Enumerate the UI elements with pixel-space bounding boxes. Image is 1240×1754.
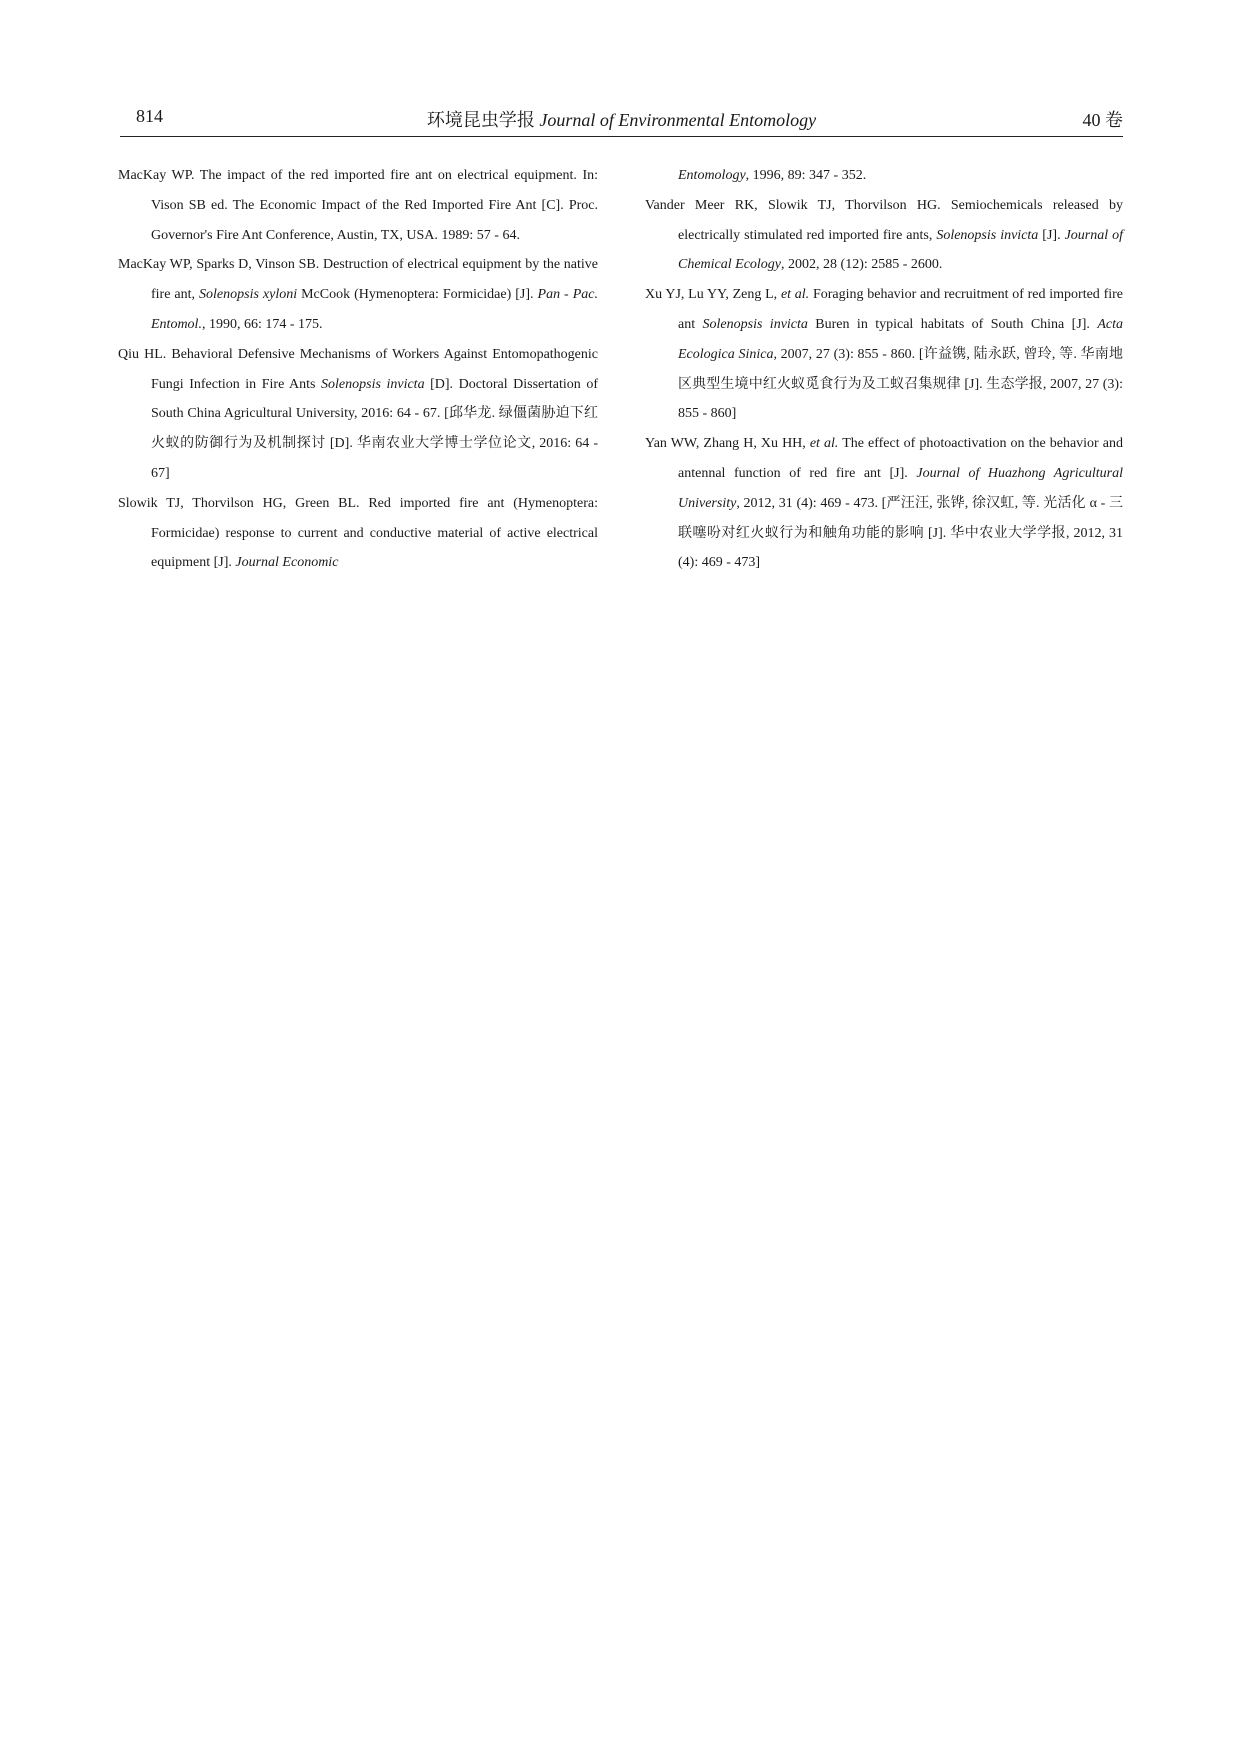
- reference-entry: [645, 429, 1123, 578]
- reference-text: Buren in typical habitats of South China [J].: [807, 316, 1098, 332]
- reference-text: [D]. Doctoral Dissertation of South China Agricultural University, 2016: 64 - 67. [邱华龙. 绿僵菌胁迫下红火蚁的防御行为及机制探讨 [D]. 华南农业大学博士学位论文, 2016: 64 - 67]: [151, 376, 598, 481]
- references-right-column: [645, 161, 1123, 578]
- reference-text: [J].: [1038, 227, 1065, 243]
- reference-italic: Solenopsis xyloni: [199, 287, 298, 303]
- reference-entry: [645, 280, 1123, 429]
- running-header: [120, 104, 1123, 137]
- reference-text: Xu YJ, Lu YY, Zeng L,: [645, 287, 781, 303]
- reference-italic: Solenopsis invicta: [321, 376, 425, 392]
- reference-text: MacKay WP, Sparks D, Vinson SB. Destruction of electrical equipment by the native fire ant,: [118, 257, 598, 303]
- reference-text: , 2002, 28 (12): 2585 - 2600.: [781, 257, 943, 273]
- reference-text: , 2012, 31 (4): 469 - 473. [严汪汪, 张铧, 徐汉虹, 等. 光活化 α - 三联噻吩对红火蚁行为和触角功能的影响 [J]. 华中农业大学学报, 2012, 31 (4): 469 - 473]: [678, 495, 1123, 571]
- reference-italic: Journal of Chemical Ecology: [678, 227, 1123, 273]
- reference-text: , 2007, 27 (3): 855 - 860. [许益镌, 陆永跃, 曾玲, 等. 华南地区典型生境中红火蚁觅食行为及工蚁召集规律 [J]. 生态学报, 2007, 27 (3): 855 - 860]: [678, 346, 1123, 422]
- page-number: 814: [136, 106, 163, 126]
- volume-label: 40 卷: [1082, 110, 1123, 130]
- reference-text: Vander Meer RK, Slowik TJ, Thorvilson HG. Semiochemicals released by electrically stimulated red imported fire ants,: [645, 197, 1123, 243]
- reference-continuation: [645, 161, 1123, 191]
- reference-italic: Entomology: [678, 168, 746, 183]
- references-left-column: [118, 161, 598, 578]
- reference-italic: Pan - Pac. Entomol.: [151, 287, 598, 332]
- reference-entry: [118, 161, 598, 250]
- journal-title-en: Journal of Environmental Entomology: [539, 110, 817, 130]
- reference-italic: Solenopsis invicta: [702, 316, 808, 332]
- reference-entry: [118, 250, 598, 339]
- reference-italic: Journal Economic: [235, 555, 339, 571]
- reference-entry: [645, 191, 1123, 280]
- reference-italic: et al.: [809, 436, 839, 452]
- reference-text: , 1990, 66: 174 - 175.: [201, 316, 323, 332]
- reference-italic: Acta Ecologica Sinica: [678, 316, 1123, 362]
- reference-text: Yan WW, Zhang H, Xu HH,: [645, 436, 810, 452]
- journal-title-cn: 环境昆虫学报: [426, 110, 540, 130]
- reference-text: Foraging behavior and recruitment of red imported fire ant: [678, 287, 1123, 332]
- reference-italic: Journal of Huazhong Agricultural University: [678, 465, 1124, 511]
- reference-italic: Solenopsis invicta: [936, 227, 1039, 243]
- reference-text: Slowik TJ, Thorvilson HG, Green BL. Red imported fire ant (Hymenoptera: Formicidae) response to current and conductive material of active electrical equipment [J].: [118, 495, 598, 571]
- journal-title: [120, 106, 1123, 132]
- reference-text: , 1996, 89: 347 - 352.: [745, 168, 867, 183]
- reference-text: McCook (Hymenoptera: Formicidae) [J].: [297, 287, 538, 303]
- reference-italic: et al.: [780, 287, 810, 303]
- reference-entry: [118, 489, 598, 578]
- reference-entry: [118, 340, 598, 489]
- reference-text: The effect of photoactivation on the behavior and antennal function of red fire ant [J].: [678, 436, 1123, 481]
- reference-text: MacKay WP. The impact of the red imported fire ant on electrical equipment. In: Vison SB ed. The Economic Impact of the Red Imported Fire Ant [C]. Proc. Governor's Fire Ant Conference, Austin, TX, USA. 1989: 57 - 64.: [118, 168, 598, 243]
- reference-text: Qiu HL. Behavioral Defensive Mechanisms of Workers Against Entomopathogenic Fungi Infection in Fire Ants: [118, 346, 598, 392]
